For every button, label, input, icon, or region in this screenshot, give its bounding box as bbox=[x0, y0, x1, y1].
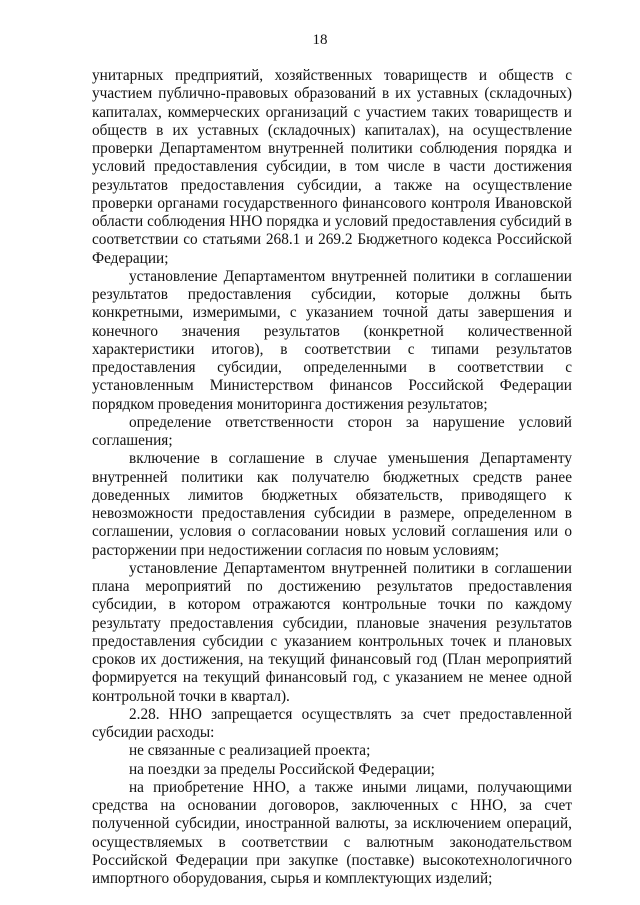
list-item-not-project: не связанные с реализацией проекта; bbox=[129, 742, 371, 760]
paragraph-results: установление Департаментом внутренней политики в соглашении результатов предоставления субсидии, которые должны быть конкретными, измеримыми, с указанием точной даты завершения и конечного значения результатов (конкретной количественной характеристики итогов), в соответствии с типами результатов предоставления субсидии, определенными в соответствии с установленным Министерством финансов Российской Федерации порядком проведения мониторинга достижения результатов; bbox=[92, 267, 572, 413]
list-item-travel: на поездки за пределы Российской Федерации; bbox=[129, 760, 435, 778]
paragraph-limits-reduction: включение в соглашение в случае уменьшения Департаменту внутренней политики как получателю бюджетных средств ранее доведенных лимитов бюджетных обязательств, приводящего к невозможности предоставления субсидии в размере, определенном в соглашении, условия о согласовании новых условий соглашения или о расторжении при недостижении согласия по новым условиям; bbox=[92, 450, 572, 559]
page-number: 18 bbox=[312, 32, 328, 48]
document-body bbox=[92, 67, 572, 888]
paragraph-continuation: унитарных предприятий, хозяйственных товариществ и обществ с участием публично-правовых образований в их уставных (складочных) капиталах, коммерческих организаций с участием таких товариществ и обществ в их уставных (складочных) капиталах), на осуществление проверки Департаментом внутренней политики соблюдения порядка и условий предоставления субсидии, в том числе в части достижения результатов предоставления субсидии, а также на осуществление проверки органами государственного финансового контроля Ивановской области соблюдения ННО порядка и условий предоставления субсидий в соответствии со статьями 268.1 и 269.2 Бюджетного кодекса Российской Федерации; bbox=[92, 67, 572, 267]
paragraph-section-2-28: 2.28. ННО запрещается осуществлять за счет предоставленной субсидии расходы: bbox=[92, 705, 572, 741]
paragraph-responsibility: определение ответственности сторон за нарушение условий соглашения; bbox=[92, 413, 572, 449]
paragraph-action-plan: установление Департаментом внутренней политики в соглашении плана мероприятий по достижению результатов предоставления субсидии, в котором отражаются контрольные точки по каждому результату предоставления субсидии, плановые значения результатов предоставления субсидии с указанием контрольных точек и плановых сроков их достижения, на текущий финансовый год (План мероприятий формируется на текущий финансовый год, с указанием не менее одной контрольной точки в квартал). bbox=[92, 559, 572, 705]
list-item-foreign-currency: на приобретение ННО, а также иными лицами, получающими средства на основании договоров, заключенных с ННО, за счет полученной субсидии, иностранной валюты, за исключением операций, осуществляемых в соответствии с валютным законодательством Российской Федерации при закупке (поставке) высокотехнологичного импортного оборудования, сырья и комплектующих изделий; bbox=[92, 778, 572, 887]
